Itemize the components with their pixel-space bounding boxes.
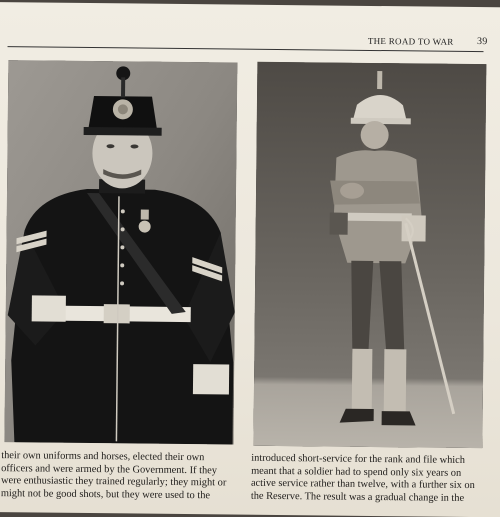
text-line: active service rather than twelve, with a further six on <box>250 477 475 492</box>
book-page <box>0 2 500 517</box>
text-line: officers and were armed by the Government. If they <box>1 462 218 476</box>
text-line: the Reserve. The result was a gradual change in the <box>250 490 465 504</box>
soldier-photograph <box>253 62 486 448</box>
officer-photograph <box>4 60 237 444</box>
running-title: THE ROAD TO WAR <box>367 35 454 47</box>
body-text-left-column <box>1 450 236 503</box>
text-line: meant that a soldier had to spend only six years on <box>251 465 462 479</box>
page-number: 39 <box>476 36 488 48</box>
text-line: might not be good shots, but they were used to the <box>0 487 211 502</box>
text-line: were enthusiastic they trained regularly; they might or <box>0 475 227 489</box>
text-line: introduced short-service for the rank and file which <box>251 452 466 466</box>
body-text-right-column <box>251 453 488 506</box>
text-line: their own uniforms and horses, elected their own <box>1 450 205 464</box>
